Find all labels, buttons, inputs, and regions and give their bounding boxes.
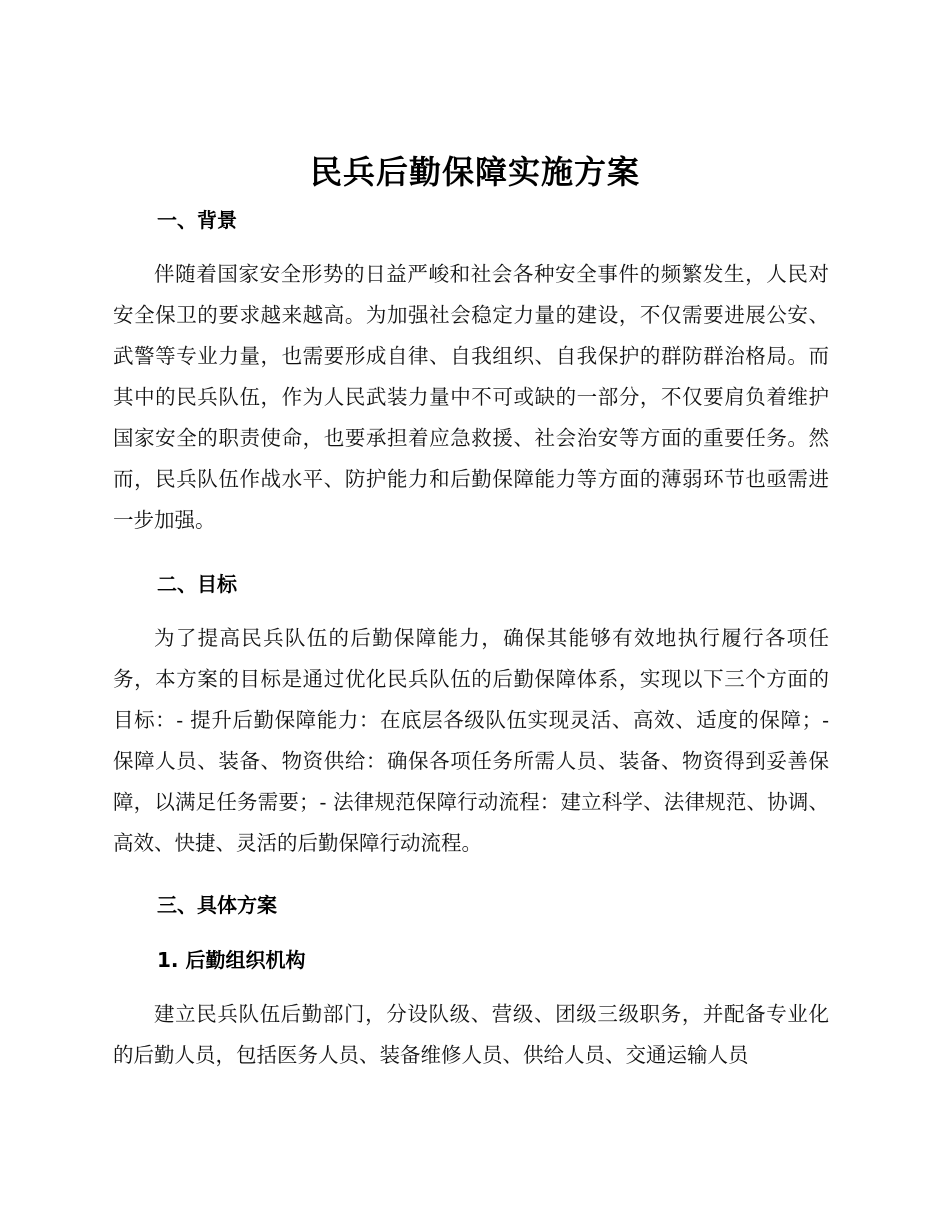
subsection-heading-organization: 1. 后勤组织机构: [157, 948, 306, 972]
paragraph-goals: 为了提高民兵队伍的后勤保障能力，确保其能够有效地执行履行各项任务，本方案的目标是通过优化民兵队伍的后勤保障体系，实现以下三个方面的目标：- 提升后勤保障能力：在底层各级队伍实现灵活、高效、适度的保障；- 保障人员、装备、物资供给：确保各项任务所需人员、装备、物资得到妥善保障，以满足任务需要；- 法律规范保障行动流程：建立科学、法律规范、协调、高效、快捷、灵活的后勤保障行动流程。: [113, 626, 829, 855]
section-heading-background: 一、背景: [157, 208, 237, 232]
section-heading-plan: 三、具体方案: [157, 893, 277, 917]
paragraph-organization: 建立民兵队伍后勤部门，分设队级、营级、团级三级职务，并配备专业化的后勤人员，包括医务人员、装备维修人员、供给人员、交通运输人员: [113, 1002, 829, 1067]
paragraph-background: 伴随着国家安全形势的日益严峻和社会各种安全事件的频繁发生，人民对安全保卫的要求越来越高。为加强社会稳定力量的建设，不仅需要进展公安、武警等专业力量，也需要形成自律、自我组织、自我保护的群防群治格局。而其中的民兵队伍，作为人民武装力量中不可或缺的一部分，不仅要肩负着维护国家安全的职责使命，也要承担着应急救援、社会治安等方面的重要任务。然而，民兵队伍作战水平、防护能力和后勤保障能力等方面的薄弱环节也亟需进一步加强。: [113, 262, 829, 532]
section-heading-goals: 二、目标: [157, 572, 237, 596]
document-title: 民兵后勤保障实施方案: [309, 153, 640, 191]
